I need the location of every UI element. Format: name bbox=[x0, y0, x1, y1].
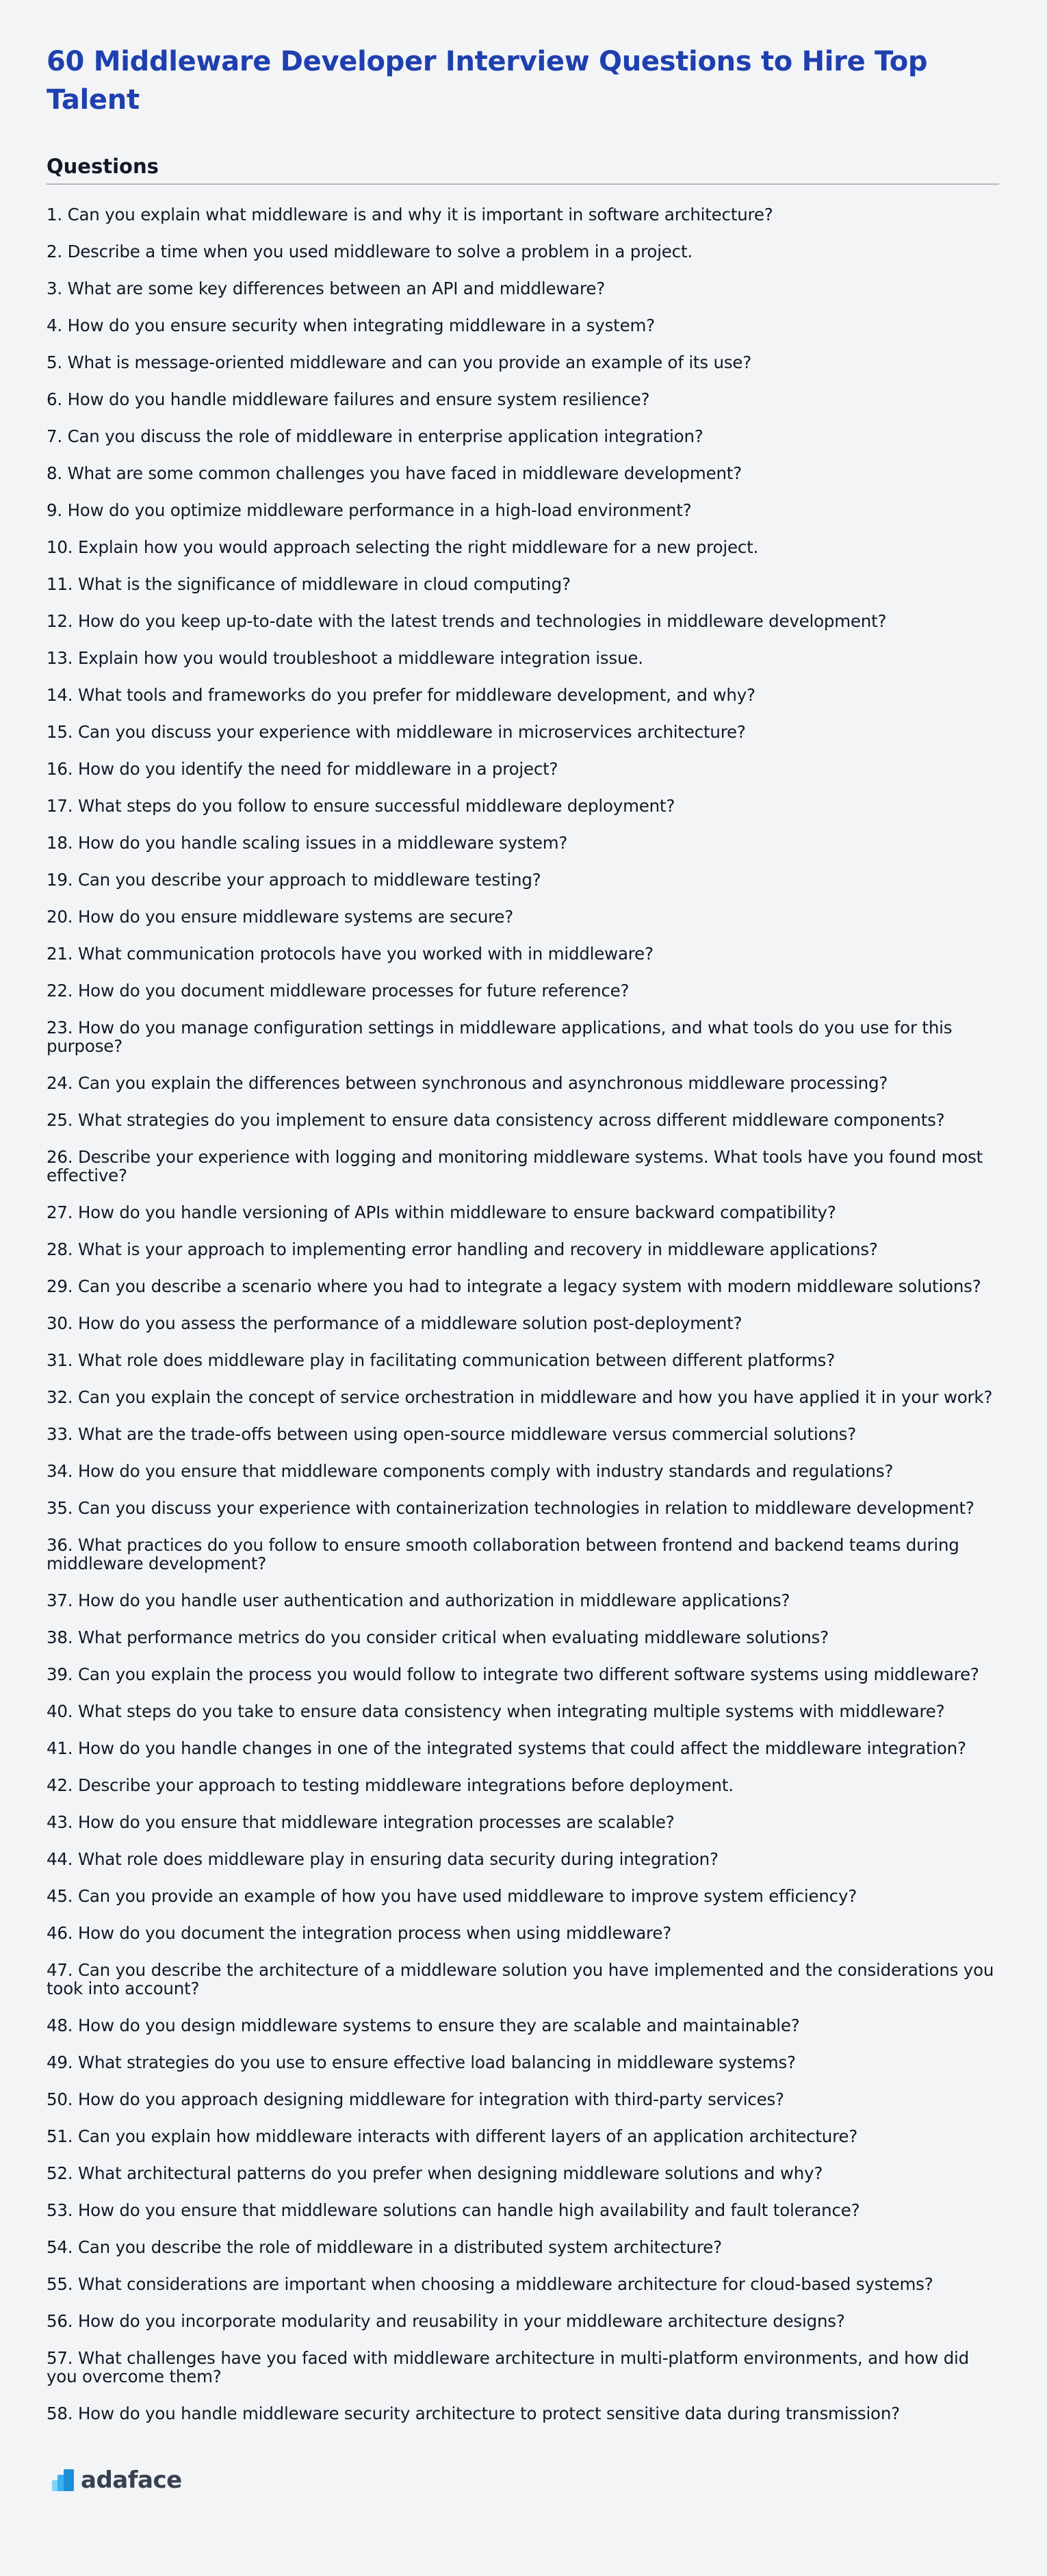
question-item: 30. How do you assess the performance of a middleware solution post-deployment? bbox=[47, 1314, 742, 1332]
question-item: 4. How do you ensure security when integrating middleware in a system? bbox=[47, 316, 655, 335]
question-item: 45. Can you provide an example of how you have used middleware to improve system efficiency? bbox=[47, 1887, 857, 1905]
question-item: 29. Can you describe a scenario where you had to integrate a legacy system with modern middleware solutions? bbox=[47, 1277, 981, 1296]
question-item: 26. Describe your experience with logging and monitoring middleware systems. What tools have you found most effective? bbox=[47, 1148, 983, 1185]
question-item: 9. How do you optimize middleware performance in a high-load environment? bbox=[47, 501, 692, 519]
question-item: 15. Can you discuss your experience with middleware in microservices architecture? bbox=[47, 723, 746, 741]
question-item: 46. How do you document the integration process when using middleware? bbox=[47, 1924, 672, 1942]
question-item: 58. How do you handle middleware security architecture to protect sensitive data during transmission? bbox=[47, 2404, 900, 2423]
question-item: 56. How do you incorporate modularity and reusability in your middleware architecture designs? bbox=[47, 2312, 845, 2330]
question-item: 36. What practices do you follow to ensure smooth collaboration between frontend and backend teams during middleware development? bbox=[47, 1536, 959, 1573]
question-item: 35. Can you discuss your experience with containerization technologies in relation to middleware development? bbox=[47, 1499, 974, 1517]
question-item: 49. What strategies do you use to ensure effective load balancing in middleware systems? bbox=[47, 2053, 796, 2072]
page-title: 60 Middleware Developer Interview Questions to Hire Top Talent bbox=[47, 46, 928, 116]
question-item: 53. How do you ensure that middleware solutions can handle high availability and fault tolerance? bbox=[47, 2201, 860, 2219]
question-item: 3. What are some key differences between an API and middleware? bbox=[47, 279, 606, 298]
section-header: Questions bbox=[47, 155, 999, 185]
question-item: 39. Can you explain the process you would follow to integrate two different software systems using middleware? bbox=[47, 1665, 979, 1684]
question-item: 47. Can you describe the architecture of a middleware solution you have implemented and the considerations you took into account? bbox=[47, 1961, 994, 1998]
question-item: 22. How do you document middleware processes for future reference? bbox=[47, 981, 630, 1000]
question-item: 10. Explain how you would approach selecting the right middleware for a new project. bbox=[47, 538, 759, 556]
question-item: 23. How do you manage configuration settings in middleware applications, and what tools do you use for this purpose? bbox=[47, 1018, 953, 1055]
question-item: 42. Describe your approach to testing middleware integrations before deployment. bbox=[47, 1776, 734, 1794]
question-item: 54. Can you describe the role of middleware in a distributed system architecture? bbox=[47, 2238, 722, 2256]
question-item: 17. What steps do you follow to ensure successful middleware deployment? bbox=[47, 797, 675, 815]
question-item: 52. What architectural patterns do you prefer when designing middleware solutions and why? bbox=[47, 2164, 823, 2182]
question-item: 38. What performance metrics do you consider critical when evaluating middleware solutions? bbox=[47, 1628, 829, 1647]
question-list bbox=[47, 205, 999, 2423]
question-item: 20. How do you ensure middleware systems are secure? bbox=[47, 907, 514, 926]
question-item: 21. What communication protocols have you worked with in middleware? bbox=[47, 944, 654, 963]
question-item: 32. Can you explain the concept of service orchestration in middleware and how you have applied it in your work? bbox=[47, 1388, 993, 1406]
question-item: 12. How do you keep up-to-date with the latest trends and technologies in middleware development? bbox=[47, 612, 887, 630]
question-item: 40. What steps do you take to ensure data consistency when integrating multiple systems with middleware? bbox=[47, 1702, 945, 1721]
question-item: 16. How do you identify the need for middleware in a project? bbox=[47, 760, 558, 778]
question-item: 11. What is the significance of middleware in cloud computing? bbox=[47, 575, 571, 593]
question-item: 13. Explain how you would troubleshoot a middleware integration issue. bbox=[47, 649, 643, 667]
footer-logo bbox=[52, 2466, 182, 2494]
question-item: 6. How do you handle middleware failures and ensure system resilience? bbox=[47, 390, 650, 409]
adaface-logo-icon bbox=[52, 2469, 74, 2491]
question-item: 37. How do you handle user authentication and authorization in middleware applications? bbox=[47, 1591, 790, 1610]
question-item: 27. How do you handle versioning of APIs within middleware to ensure backward compatibility? bbox=[47, 1203, 836, 1222]
question-item: 24. Can you explain the differences between synchronous and asynchronous middleware processing? bbox=[47, 1074, 888, 1092]
question-item: 48. How do you design middleware systems to ensure they are scalable and maintainable? bbox=[47, 2016, 800, 2035]
question-item: 1. Can you explain what middleware is and why it is important in software architecture? bbox=[47, 205, 773, 224]
question-item: 44. What role does middleware play in ensuring data security during integration? bbox=[47, 1850, 719, 1868]
question-item: 43. How do you ensure that middleware integration processes are scalable? bbox=[47, 1813, 675, 1831]
question-item: 28. What is your approach to implementing error handling and recovery in middleware applications? bbox=[47, 1240, 878, 1259]
question-item: 18. How do you handle scaling issues in a middleware system? bbox=[47, 834, 568, 852]
question-item: 57. What challenges have you faced with middleware architecture in multi-platform environments, and how did you overcome them? bbox=[47, 2349, 970, 2386]
question-item: 2. Describe a time when you used middleware to solve a problem in a project. bbox=[47, 242, 693, 261]
question-item: 19. Can you describe your approach to middleware testing? bbox=[47, 871, 541, 889]
question-item: 50. How do you approach designing middleware for integration with third-party services? bbox=[47, 2090, 784, 2109]
question-item: 33. What are the trade-offs between using open-source middleware versus commercial solutions? bbox=[47, 1425, 857, 1443]
question-item: 25. What strategies do you implement to ensure data consistency across different middleware components? bbox=[47, 1111, 945, 1129]
question-item: 7. Can you discuss the role of middleware in enterprise application integration? bbox=[47, 427, 703, 446]
question-item: 51. Can you explain how middleware interacts with different layers of an application architecture? bbox=[47, 2127, 858, 2146]
question-item: 5. What is message-oriented middleware and can you provide an example of its use? bbox=[47, 353, 752, 372]
question-item: 55. What considerations are important when choosing a middleware architecture for cloud-based systems? bbox=[47, 2275, 933, 2293]
question-item: 41. How do you handle changes in one of the integrated systems that could affect the middleware integration? bbox=[47, 1739, 966, 1757]
question-item: 34. How do you ensure that middleware components comply with industry standards and regulations? bbox=[47, 1462, 894, 1480]
question-item: 8. What are some common challenges you have faced in middleware development? bbox=[47, 464, 742, 482]
logo-text: adaface bbox=[81, 2466, 182, 2494]
question-item: 14. What tools and frameworks do you prefer for middleware development, and why? bbox=[47, 686, 755, 704]
question-item: 31. What role does middleware play in facilitating communication between different platforms? bbox=[47, 1351, 836, 1369]
